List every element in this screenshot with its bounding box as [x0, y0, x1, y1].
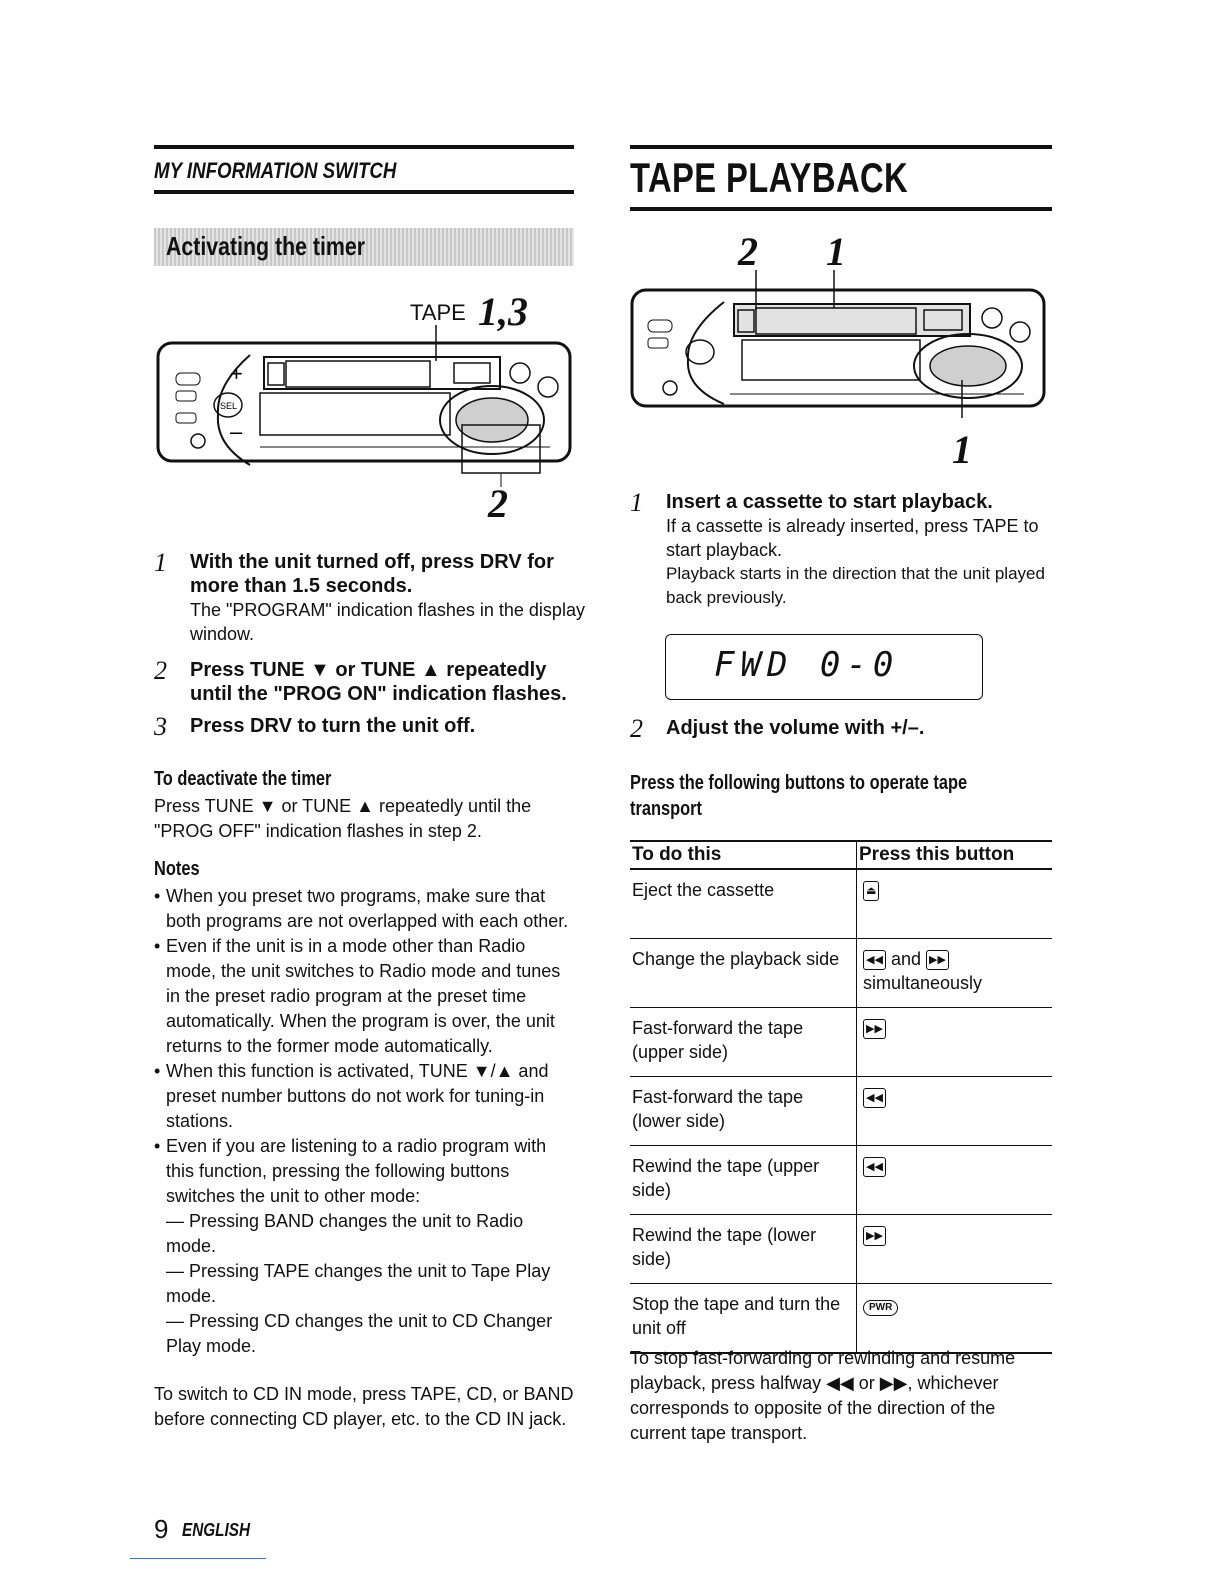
table-cell-action: Eject the cassette — [630, 869, 857, 939]
table-row — [630, 1284, 1052, 1354]
fast-forward-icon: ▶▶ — [926, 950, 949, 970]
left-top-rule — [154, 145, 574, 149]
table-row — [630, 1215, 1052, 1284]
note-dash-item: — Pressing BAND changes the unit to Radio mode. — [166, 1211, 524, 1256]
table-cell-action: Rewind the tape (lower side) — [630, 1215, 857, 1284]
table-cell-button — [857, 939, 1053, 1008]
notes-title: Notes — [154, 858, 200, 880]
table-cell-action: Fast-forward the tape (lower side) — [630, 1077, 857, 1146]
table-row — [630, 1146, 1052, 1215]
svg-text:SEL: SEL — [220, 401, 238, 411]
transport-table — [630, 840, 1052, 1354]
table-row — [630, 1077, 1052, 1146]
table-cell-action: Change the playback side — [630, 939, 857, 1008]
page-language: ENGLISH — [182, 1520, 251, 1540]
deactivate-title: To deactivate the timer — [154, 768, 332, 790]
table-cell-button — [857, 1077, 1053, 1146]
left-title-rule — [154, 190, 574, 194]
transport-title: Press the following buttons to operate tape transport — [630, 772, 968, 820]
fast-forward-icon: ▶▶ — [863, 1226, 886, 1246]
figure-callout-top: 1,3 — [478, 289, 528, 334]
table-header-row — [630, 841, 1052, 869]
rewind-icon: ◀◀ — [863, 950, 886, 970]
figure-callout-1: 1 — [826, 229, 846, 274]
note-item: • When you preset two programs, make sure that both programs are not overlapped with each other. — [154, 884, 574, 934]
note-dash-item: — Pressing TAPE changes the unit to Tape Play mode. — [166, 1261, 551, 1306]
figure-callout-2: 2 — [738, 229, 758, 274]
tape-step-2: 2 Adjust the volume with +/–. — [630, 714, 925, 743]
car-stereo-diagram-right — [630, 268, 1048, 418]
timer-step-3: 3 Press DRV to turn the unit off. — [154, 712, 476, 741]
svg-text:+: + — [230, 361, 243, 386]
note-item: • Even if the unit is in a mode other than Radio mode, the unit switches to Radio mode and tunes in the preset radio program at the preset time automatically. When the program is over, the unit returns to the former mode automatically. — [154, 934, 574, 1059]
table-cell-button — [857, 1215, 1053, 1284]
tape-step-1: 1 Insert a cassette to start playback. If a cassette is already inserted, press TAPE to start playback. Playback starts in the direction that the unit played back previously. — [630, 488, 1045, 607]
note-item: • When this function is activated, TUNE ▼/▲ and preset number buttons do not work for tuning-in stations. — [154, 1059, 574, 1134]
table-cell-action: Stop the tape and turn the unit off — [630, 1284, 857, 1354]
table-cell-action: Fast-forward the tape (upper side) — [630, 1008, 857, 1077]
figure-callout-bottom: 2 — [488, 481, 508, 526]
timer-step-2: 2 Press TUNE ▼ or TUNE ▲ repeatedly until the "PROG ON" indication flashes. — [154, 656, 567, 705]
figure-callout-1b: 1 — [952, 427, 972, 472]
table-row — [630, 1008, 1052, 1077]
note-dash-item: — Pressing CD changes the unit to CD Changer Play mode. — [166, 1311, 553, 1356]
footer-underline — [130, 1558, 266, 1559]
and-text: and — [890, 949, 921, 969]
right-section-title: TAPE PLAYBACK — [630, 154, 909, 201]
power-icon: PWR — [863, 1300, 898, 1316]
timer-banner: Activating the timer — [154, 228, 574, 266]
right-title-rule — [630, 207, 1052, 211]
table-cell-button — [857, 1008, 1053, 1077]
deactivate-text: Press TUNE ▼ or TUNE ▲ repeatedly until the "PROG OFF" indication flashes in step 2. — [154, 796, 532, 841]
table-cell-button — [857, 1284, 1053, 1354]
rewind-icon: ◀◀ — [863, 1088, 886, 1108]
table-row — [630, 939, 1052, 1008]
figure-tape-label: TAPE — [410, 300, 466, 325]
table-cell-button — [857, 1146, 1053, 1215]
table-row — [630, 869, 1052, 939]
lcd-display: FWD 0-0 — [665, 634, 983, 700]
closing-text: To stop fast-forwarding or rewinding and resume playback, press halfway ◀◀ or ▶▶, whichever corresponds to opposite of the direction of the current tape transport. — [630, 1348, 1016, 1443]
fast-forward-icon: ▶▶ — [863, 1019, 886, 1039]
eject-icon: ⏏ — [863, 881, 879, 901]
timer-step-1: 1 With the unit turned off, press DRV for more than 1.5 seconds. The "PROGRAM" indication flashes in the display window. — [154, 548, 585, 644]
page-number: 9 — [154, 1514, 169, 1544]
left-section-title: MY INFORMATION SWITCH — [154, 158, 397, 183]
table-header: Press this button — [857, 841, 1053, 869]
note-item: • Even if you are listening to a radio program with this function, pressing the following buttons switches the unit to other mode: — [154, 1134, 574, 1209]
table-cell-button — [857, 869, 1053, 939]
table-cell-action: Rewind the tape (upper side) — [630, 1146, 857, 1215]
rewind-icon: ◀◀ — [863, 1157, 886, 1177]
table-header: To do this — [630, 841, 857, 869]
svg-text:–: – — [230, 419, 243, 444]
simultaneously-text: simultaneously — [863, 973, 983, 993]
car-stereo-diagram-left — [156, 325, 574, 515]
notes-list — [154, 884, 574, 1359]
right-top-rule — [630, 145, 1052, 149]
cd-in-text: To switch to CD IN mode, press TAPE, CD, or BAND before connecting CD player, etc. to the CD IN jack. — [154, 1384, 574, 1429]
